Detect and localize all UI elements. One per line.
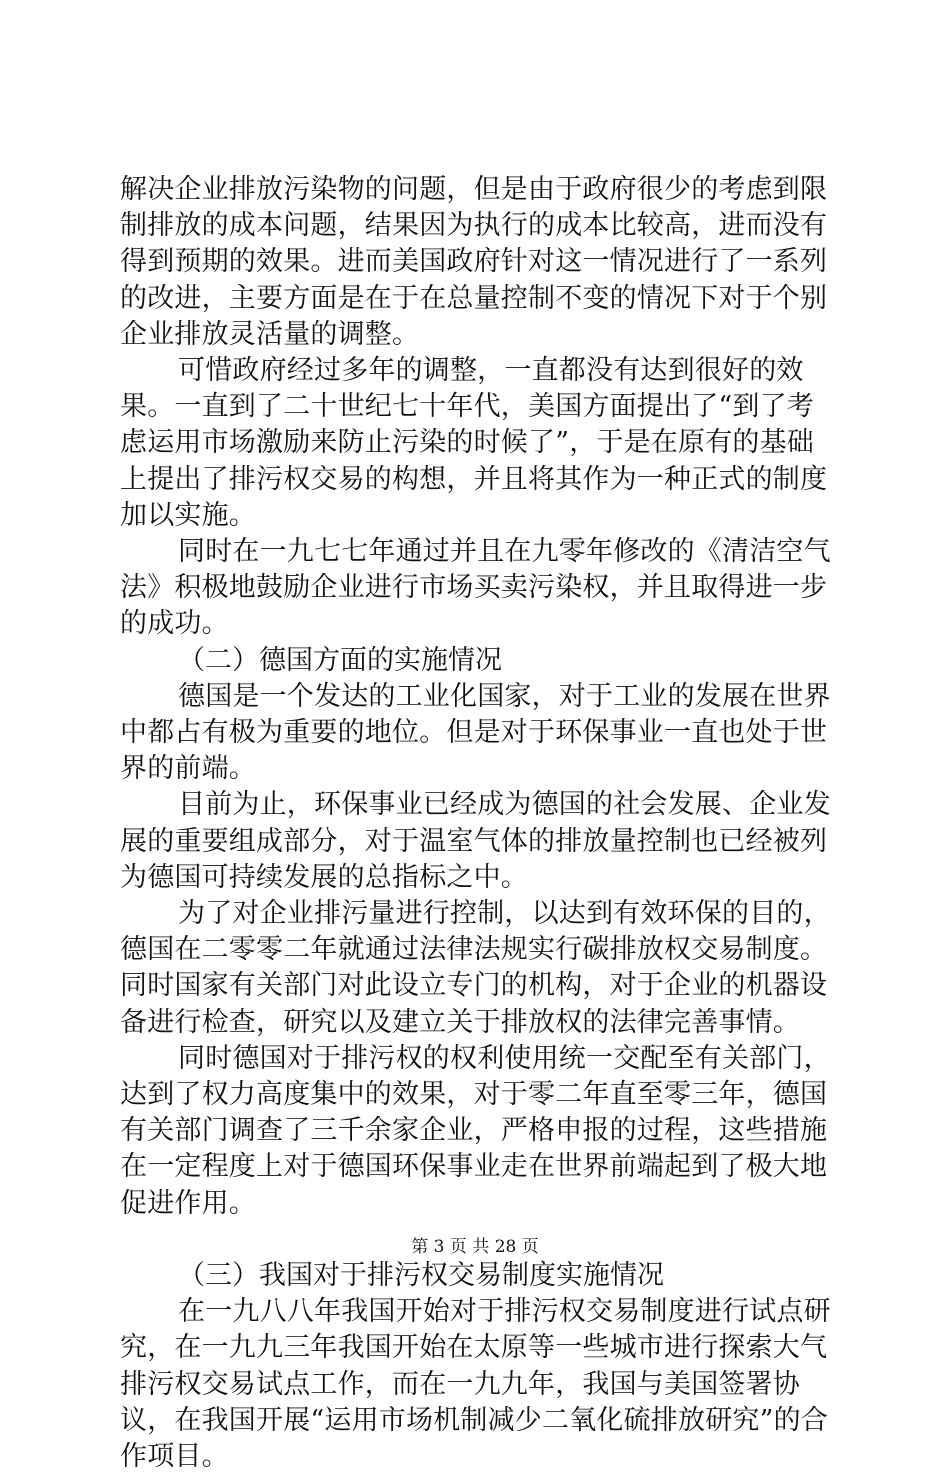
paragraph-p8: 在一九八八年我国开始对于排污权交易制度进行试点研究，在一九九三年我国开始在太原等一些城市进行探索大气排污权交易试点工作，而在一九九年，我国与美国签署协议，在我国开展“运用市场机制减少二氧化硫排放研究”的合作项目。 (120, 1296, 831, 1472)
section-heading-germany: （二）德国方面的实施情况 (178, 644, 502, 676)
page-footer: 第 3 页 共 28 页 (411, 1237, 539, 1257)
paragraph-p2: 可惜政府经过多年的调整，一直都没有达到很好的效果。一直到了二十世纪七十年代，美国方面提出了“到了考虑运用市场激励来防止污染的时候了”，于是在原有的基础上提出了排污权交易的构想，并且将其作为一种正式的制度加以实施。 (120, 355, 828, 531)
paragraph-p1: 解决企业排放污染物的问题，但是由于政府很少的考虑到限制排放的成本问题，结果因为执行的成本比较高，进而没有得到预期的效果。进而美国政府针对这一情况进行了一系列的改进，主要方面是在于在总量控制不变的情况下对于个别企业排放灵活量的调整。 (120, 174, 828, 350)
paragraph-p6: 为了对企业排污量进行控制，以达到有效环保的目的，德国在二零零二年就通过法律法规实行碳排放权交易制度。同时国家有关部门对此设立专门的机构，对于企业的机器设备进行检查，研究以及建立关于排放权的法律完善事情。 (120, 898, 831, 1038)
paragraph-p5: 目前为止，环保事业已经成为德国的社会发展、企业发展的重要组成部分，对于温室气体的排放量控制也已经被列为德国可持续发展的总指标之中。 (120, 789, 831, 893)
paragraph-p3: 同时在一九七七年通过并且在九零年修改的《清洁空气法》积极地鼓励企业进行市场买卖污染权，并且取得进一步的成功。 (120, 536, 831, 640)
paragraph-p7: 同时德国对于排污权的权利使用统一交配至有关部门，达到了权力高度集中的效果，对于零二年直至零三年，德国有关部门调查了三千余家企业，严格申报的过程，这些措施在一定程度上对于德国环保事业走在世界前端起到了极大地促进作用。 (120, 1042, 831, 1219)
document-body (120, 172, 832, 1475)
paragraph-p4: 德国是一个发达的工业化国家，对于工业的发展在世界中都占有极为重要的地位。但是对于环保事业一直也处于世界的前端。 (120, 680, 831, 785)
section-heading-china: （三）我国对于排污权交易制度实施情况 (178, 1259, 664, 1291)
